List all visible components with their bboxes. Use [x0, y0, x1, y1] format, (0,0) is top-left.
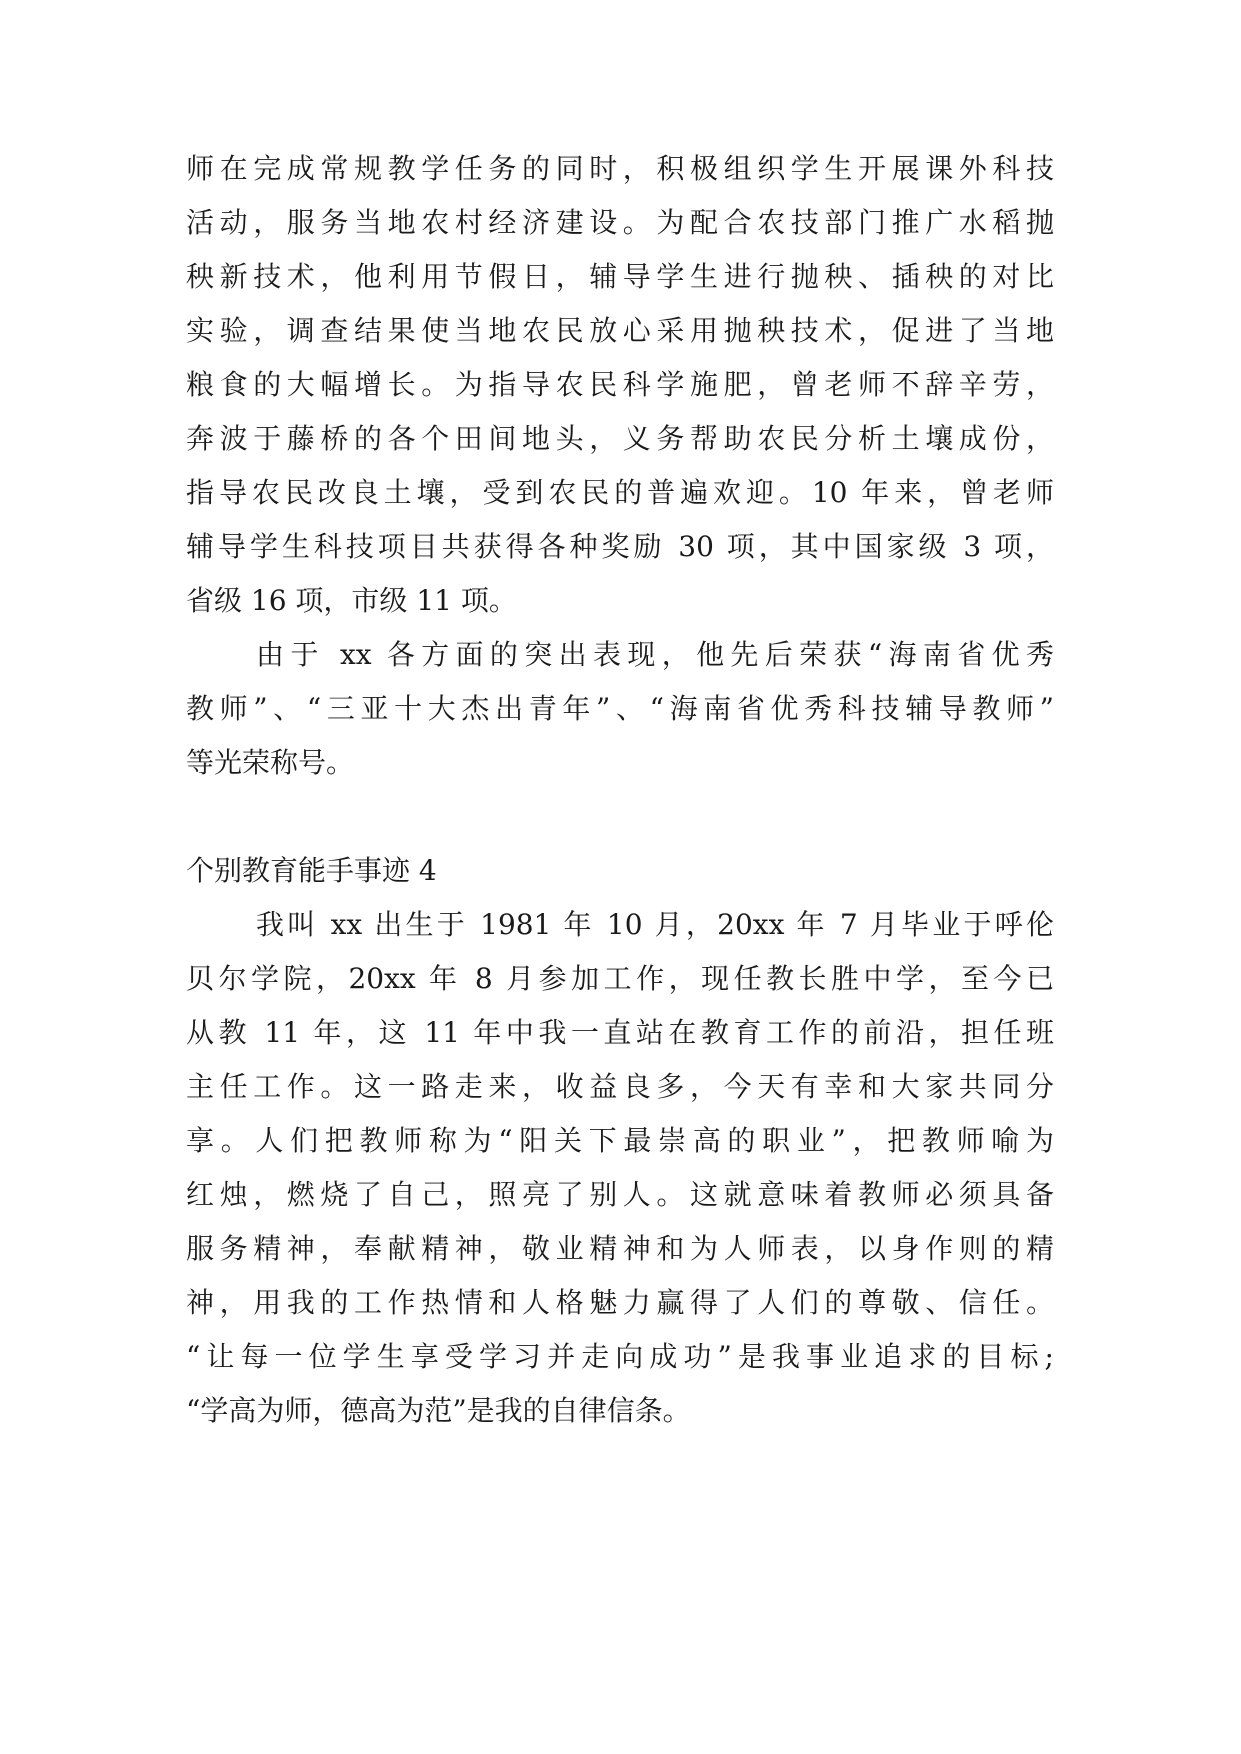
paragraph-1-line-4: 实验，调查结果使当地农民放心采用抛秧技术，促进了当地 [186, 314, 1054, 347]
paragraph-3-line-7: 服务精神，奉献精神，敬业精神和为人师表，以身作则的精 [186, 1232, 1054, 1265]
paragraph-1-line-3: 秧新技术，他利用节假日，辅导学生进行抛秧、插秧的对比 [186, 260, 1054, 293]
section-heading: 个别教育能手事迹 4 [186, 854, 437, 887]
paragraph-3-line-8: 神，用我的工作热情和人格魅力赢得了人们的尊敬、信任。 [186, 1286, 1054, 1319]
paragraph-1-line-7: 指导农民改良土壤，受到农民的普遍欢迎。10 年来，曾老师 [186, 476, 1054, 509]
paragraph-1-line-5: 粮食的大幅增长。为指导农民科学施肥，曾老师不辞辛劳， [186, 368, 1054, 401]
paragraph-3-line-6: 红烛，燃烧了自己，照亮了别人。这就意味着教师必须具备 [186, 1178, 1054, 1211]
paragraph-2-line-2: 教师”、“三亚十大杰出青年”、“海南省优秀科技辅导教师” [186, 692, 1054, 725]
paragraph-1-line-2: 活动，服务当地农村经济建设。为配合农技部门推广水稻抛 [186, 206, 1054, 239]
paragraph-3-line-10: “学高为师，德高为范”是我的自律信条。 [186, 1394, 691, 1427]
paragraph-3-line-4: 主任工作。这一路走来，收益良多，今天有幸和大家共同分 [186, 1070, 1054, 1103]
paragraph-1-line-8: 辅导学生科技项目共获得各种奖励 30 项，其中国家级 3 项， [186, 530, 1054, 563]
paragraph-3-line-2: 贝尔学院，20xx 年 8 月参加工作，现任教长胜中学，至今已 [186, 962, 1054, 995]
paragraph-3-line-3: 从教 11 年，这 11 年中我一直站在教育工作的前沿，担任班 [186, 1016, 1054, 1049]
paragraph-2-line-1: 由于 xx 各方面的突出表现，他先后荣获“海南省优秀 [256, 638, 1054, 671]
paragraph-1-line-1: 师在完成常规教学任务的同时，积极组织学生开展课外科技 [186, 152, 1054, 185]
paragraph-1-line-6: 奔波于藤桥的各个田间地头，义务帮助农民分析土壤成份， [186, 422, 1054, 455]
paragraph-2-line-3: 等光荣称号。 [186, 746, 355, 779]
paragraph-3-line-9: “让每一位学生享受学习并走向成功”是我事业追求的目标; [186, 1340, 1054, 1373]
paragraph-3-line-5: 享。人们把教师称为“阳关下最崇高的职业”，把教师喻为 [186, 1124, 1054, 1157]
paragraph-3-line-1: 我叫 xx 出生于 1981 年 10 月，20xx 年 7 月毕业于呼伦 [256, 908, 1054, 941]
paragraph-1-line-9: 省级 16 项，市级 11 项。 [186, 584, 517, 617]
